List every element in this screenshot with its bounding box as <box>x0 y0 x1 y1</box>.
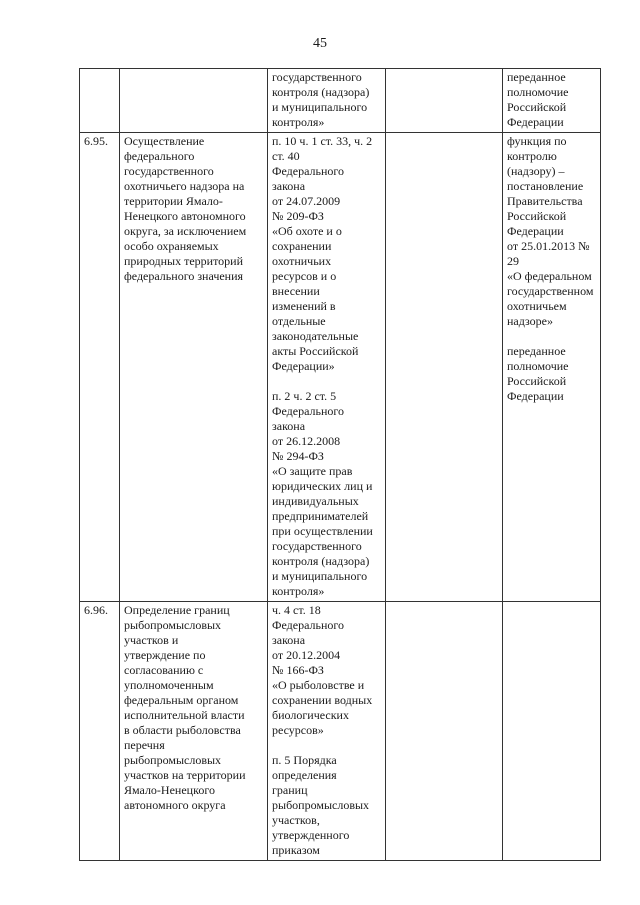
row-empty-cell <box>386 69 503 133</box>
row-note <box>503 602 601 861</box>
regulation-table <box>79 68 601 861</box>
table-row <box>80 69 601 133</box>
row-name <box>120 69 268 133</box>
row-name: Осуществление федерального государственного охотничьего надзора на территории Ямало- Ненецкого автономного округа, за исключением особо охраняемых природных территорий федерального значения <box>120 133 268 602</box>
row-number: 6.95. <box>80 133 120 602</box>
page-number: 45 <box>313 36 327 51</box>
row-note: функция по контролю (надзору) – постановление Правительства Российской Федерации от 25.01.2013 № 29 «О федеральном государственном охотничьем надзоре» переданное полномочие Российской Федерации <box>503 133 601 602</box>
row-empty-cell <box>386 602 503 861</box>
row-name: Определение границ рыбопромысловых участков и утверждение по согласованию с уполномоченным федеральным органом исполнительной власти в области рыболовства перечня рыбопромысловых участков на территории Ямало-Ненецкого автономного округа <box>120 602 268 861</box>
row-empty-cell <box>386 133 503 602</box>
row-legal-basis: государственного контроля (надзора) и муниципального контроля» <box>268 69 386 133</box>
table-row <box>80 602 601 861</box>
table-row <box>80 133 601 602</box>
row-legal-basis: ч. 4 ст. 18 Федерального закона от 20.12.2004 № 166-ФЗ «О рыболовстве и сохранении водных биологических ресурсов» п. 5 Порядка определения границ рыбопромысловых участков, утвержденного приказом <box>268 602 386 861</box>
row-number: 6.96. <box>80 602 120 861</box>
row-number <box>80 69 120 133</box>
row-note: переданное полномочие Российской Федерации <box>503 69 601 133</box>
row-legal-basis: п. 10 ч. 1 ст. 33, ч. 2 ст. 40 Федерального закона от 24.07.2009 № 209-ФЗ «Об охоте и о сохранении охотничьих ресурсов и о внесении изменений в отдельные законодательные акты Российской Федерации» п. 2 ч. 2 ст. 5 Федерального закона от 26.12.2008 № 294-ФЗ «О защите прав юридических лиц и индивидуальных предпринимателей при осуществлении государственного контроля (надзора) и муниципального контроля» <box>268 133 386 602</box>
